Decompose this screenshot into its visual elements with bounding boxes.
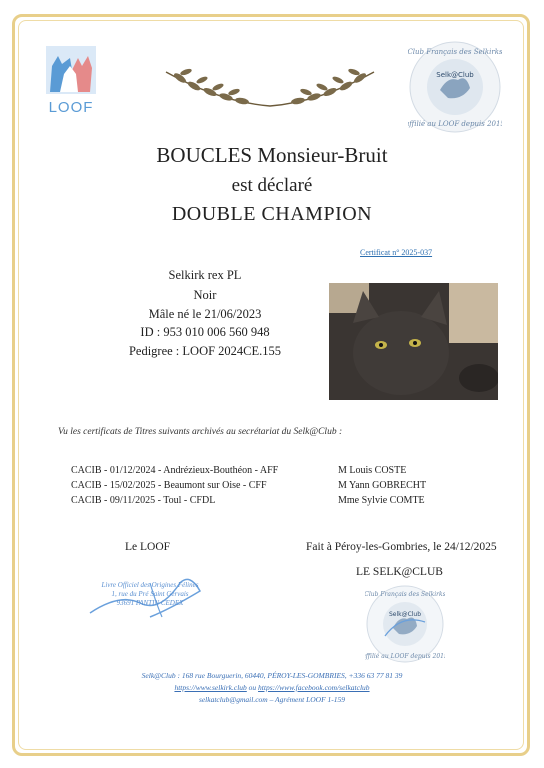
loof-stamp: [80, 573, 220, 623]
loof-signature-label: Le LOOF: [125, 541, 171, 553]
loof-logo: [42, 44, 100, 118]
footer-address: Selk@Club : 168 rue Bourguerin, 60440, PÉROY-LES-GOMBRIES, +336 63 77 81 39: [141, 671, 403, 680]
cat-photo: [329, 283, 498, 400]
cat-breed: Selkirk rex PL: [168, 268, 242, 282]
selkclub-seal-icon: [408, 40, 502, 134]
judge-name: Mme Sylvie COMTE: [338, 495, 425, 506]
cat-silhouette-icon: [42, 44, 100, 96]
website-link[interactable]: https://www.selkirk.club: [174, 683, 247, 692]
club-seal-top: [408, 40, 502, 134]
cat-id: ID : 953 010 006 560 948: [140, 325, 270, 339]
svg-text:affilié au LOOF depuis 2015: affilié au LOOF depuis 2015: [408, 120, 502, 128]
declared-text: est déclaré: [231, 175, 313, 196]
loof-stamp-line3: 93691 PANTIN CEDEX: [116, 599, 184, 607]
loof-logo-text: LOOF: [48, 99, 94, 116]
selkclub-signature-label: LE SELK@CLUB: [356, 566, 443, 578]
club-seal-bottom: [365, 584, 445, 664]
cat-name-title: BOUCLES Monsieur-Bruit: [156, 143, 388, 167]
title-row: CACIB - 15/02/2025 - Beaumont sur Oise - CFF: [71, 480, 267, 491]
cat-birth: Mâle né le 21/06/2023: [148, 307, 262, 321]
selkclub-seal-icon: [365, 584, 445, 664]
facebook-link[interactable]: https://www.facebook.com/selkatclub: [258, 683, 370, 692]
svg-text:Club Français des Selkirks: Club Français des Selkirks: [408, 48, 502, 56]
svg-text:Selk@Club: Selk@Club: [388, 611, 422, 618]
intro-text: Vu les certificats de Titres suivants archivés au secrétariat du Selk@Club :: [58, 427, 343, 437]
judge-name: M Louis COSTE: [338, 465, 407, 476]
loof-stamp-line1: Livre Officiel des Origines Félines: [101, 581, 199, 589]
loof-stamp-line2: 1, rue du Pré Saint Gervais: [111, 590, 189, 598]
judge-name: M Yann GOBRECHT: [338, 480, 427, 491]
certificate-number: Certificat n° 2025-037: [360, 248, 433, 257]
laurel-icon: [160, 62, 380, 112]
cat-color: Noir: [193, 288, 217, 302]
title-row: CACIB - 09/11/2025 - Toul - CFDL: [71, 495, 216, 506]
footer-connector: ou: [248, 683, 257, 692]
laurel-ornament: [160, 62, 380, 117]
svg-text:affilié au LOOF depuis 2015: affilié au LOOF depuis 2015: [365, 653, 445, 660]
footer-links: [0, 683, 544, 692]
place-date: Fait à Péroy-les-Gombries, le 24/12/2025: [306, 541, 497, 553]
cat-pedigree: Pedigree : LOOF 2024CE.155: [128, 344, 282, 358]
title-row: CACIB - 01/12/2024 - Andrézieux-Bouthéon - AFF: [71, 465, 279, 476]
svg-text:Club Français des Selkirks: Club Français des Selkirks: [365, 591, 445, 598]
svg-text:Selk@Club: Selk@Club: [436, 71, 474, 79]
footer-email: selkatclub@gmail.com – Agrément LOOF 1-159: [198, 695, 346, 704]
champion-title: DOUBLE CHAMPION: [171, 203, 373, 225]
